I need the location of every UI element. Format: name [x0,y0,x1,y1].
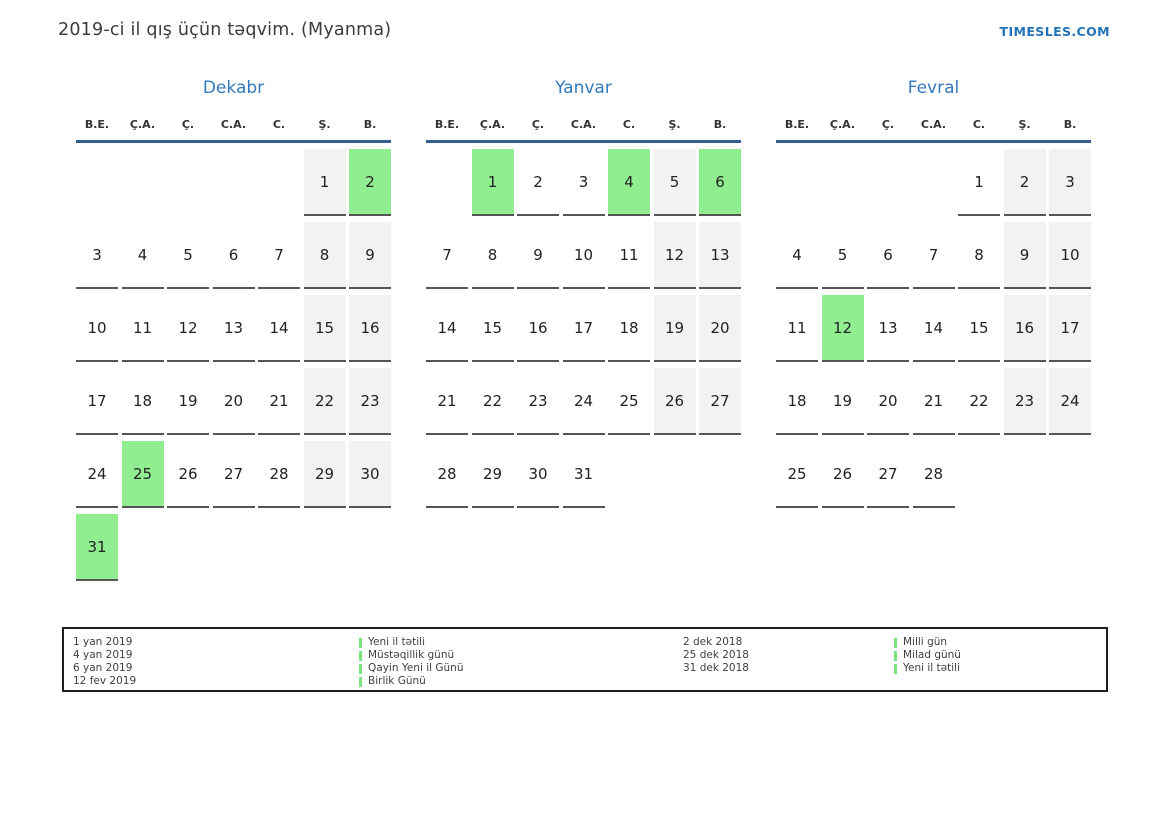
week-row [426,295,741,362]
week-row [426,222,741,289]
day-cell: 18 [608,295,650,362]
week-row [426,149,741,216]
day-cell: 15 [472,295,514,362]
day-cell: 27 [213,441,255,508]
page-title: 2019-ci il qış üçün təqvim. (Myanma) [58,20,392,40]
empty-cell [1049,441,1091,508]
day-name-header: B. [363,118,377,131]
day-cell: 5 [167,222,209,289]
empty-cell [958,441,1000,508]
day-cell: 8 [304,222,346,289]
day-cell: 6 [867,222,909,289]
day-cell: 22 [304,368,346,435]
day-cell: 21 [258,368,300,435]
day-cell: 27 [699,368,741,435]
week-row [76,441,391,508]
day-cell: 5 [654,149,696,216]
empty-cell [213,514,255,581]
day-cell: 12 [822,295,864,362]
day-cell: 20 [699,295,741,362]
empty-cell [776,149,818,216]
day-cell: 29 [304,441,346,508]
day-cell: 3 [76,222,118,289]
day-name-header: C. [972,118,986,131]
empty-cell [258,149,300,216]
day-cell: 28 [258,441,300,508]
legend-date: 1 yan 2019 [73,636,133,648]
day-cell: 9 [517,222,559,289]
legend-date: 12 fev 2019 [73,675,137,687]
weeks-grid [426,149,741,508]
day-cell: 21 [426,368,468,435]
holiday-marker-bar [894,651,897,661]
brand-link[interactable]: TIMESLES.COM [999,24,1110,39]
day-cell: 28 [913,441,955,508]
day-cell: 30 [517,441,559,508]
day-cell: 23 [517,368,559,435]
day-cell: 29 [472,441,514,508]
day-cell: 19 [822,368,864,435]
day-name-header: C.A. [220,118,247,131]
day-names-row [426,118,741,143]
legend-date: 2 dek 2018 [683,636,743,648]
day-name-header: Ç.A. [829,118,856,131]
week-row [776,222,1091,289]
day-cell: 27 [867,441,909,508]
day-cell: 13 [213,295,255,362]
weeks-grid [76,149,391,581]
week-row [76,514,391,581]
day-cell: 28 [426,441,468,508]
empty-cell [426,149,468,216]
day-cell: 7 [913,222,955,289]
legend-holiday-item [894,662,961,675]
week-row [76,368,391,435]
legend-holiday-item [359,649,463,662]
empty-cell [167,514,209,581]
day-cell: 26 [167,441,209,508]
day-name-header: Ş. [318,118,331,131]
day-cell: 23 [1004,368,1046,435]
holiday-marker-bar [359,651,362,661]
empty-cell [867,149,909,216]
day-cell: 3 [1049,149,1091,216]
day-cell: 17 [563,295,605,362]
legend-date: 6 yan 2019 [73,662,133,674]
legend-holiday-item [894,636,961,649]
holiday-marker-bar [894,638,897,648]
empty-cell [349,514,391,581]
legend-holiday-name: Birlik Günü [368,675,426,687]
day-cell: 22 [958,368,1000,435]
legend-holiday-item [359,636,463,649]
legend-holiday-item [359,675,463,688]
day-name-header: B.E. [784,118,810,131]
empty-cell [913,149,955,216]
month-fevral [776,78,1091,514]
legend-holiday-item [894,649,961,662]
empty-cell [213,149,255,216]
day-cell: 22 [472,368,514,435]
day-cell: 4 [776,222,818,289]
day-cell: 1 [958,149,1000,216]
day-name-header: B. [713,118,727,131]
week-row [426,441,741,508]
day-name-header: Ç. [881,118,895,131]
holiday-marker-bar [359,638,362,648]
day-cell: 2 [517,149,559,216]
day-cell: 19 [654,295,696,362]
day-names-row [776,118,1091,143]
empty-cell [608,441,650,508]
day-name-header: C. [622,118,636,131]
legend-holiday-name: Yeni il tətili [903,662,961,674]
day-cell: 10 [1049,222,1091,289]
day-cell: 4 [608,149,650,216]
day-cell: 15 [958,295,1000,362]
holiday-marker-bar [359,664,362,674]
legend-holiday-name: Qayin Yeni il Günü [368,662,464,674]
legend-holiday-name: Milad günü [903,649,961,661]
empty-cell [654,441,696,508]
day-cell: 19 [167,368,209,435]
day-cell: 2 [1004,149,1046,216]
day-cell: 16 [517,295,559,362]
day-cell: 4 [122,222,164,289]
day-cell: 8 [958,222,1000,289]
day-name-header: Ş. [1018,118,1031,131]
day-cell: 8 [472,222,514,289]
day-cell: 17 [1049,295,1091,362]
empty-cell [258,514,300,581]
day-cell: 13 [699,222,741,289]
day-name-header: C. [272,118,286,131]
day-cell: 10 [76,295,118,362]
day-cell: 11 [776,295,818,362]
empty-cell [1004,441,1046,508]
month-title: Yanvar [555,78,612,98]
day-name-header: C.A. [920,118,947,131]
day-cell: 13 [867,295,909,362]
day-cell: 14 [913,295,955,362]
day-cell: 6 [699,149,741,216]
day-cell: 25 [122,441,164,508]
month-title: Fevral [907,78,960,98]
legend-holidays-column [359,636,463,688]
day-cell: 14 [258,295,300,362]
day-cell: 9 [349,222,391,289]
day-cell: 25 [608,368,650,435]
day-cell: 24 [563,368,605,435]
day-cell: 12 [654,222,696,289]
day-cell: 3 [563,149,605,216]
day-cell: 1 [472,149,514,216]
legend-box [62,627,1108,692]
legend-dates-column [683,636,749,675]
legend-date: 31 dek 2018 [683,662,749,674]
legend-date: 4 yan 2019 [73,649,133,661]
day-cell: 21 [913,368,955,435]
day-cell: 16 [349,295,391,362]
day-cell: 30 [349,441,391,508]
day-cell: 25 [776,441,818,508]
day-name-header: B.E. [84,118,110,131]
day-name-header: B. [1063,118,1077,131]
month-dekabr [76,78,391,587]
day-cell: 26 [822,441,864,508]
legend-date: 25 dek 2018 [683,649,749,661]
week-row [776,441,1091,508]
day-cell: 7 [258,222,300,289]
weeks-grid [776,149,1091,508]
week-row [426,368,741,435]
day-name-header: Ç.A. [129,118,156,131]
legend-holidays-column [894,636,961,675]
day-names-row [76,118,391,143]
empty-cell [304,514,346,581]
day-cell: 6 [213,222,255,289]
day-cell: 26 [654,368,696,435]
day-cell: 5 [822,222,864,289]
day-cell: 18 [776,368,818,435]
day-cell: 20 [867,368,909,435]
day-name-header: C.A. [570,118,597,131]
empty-cell [122,514,164,581]
week-row [776,368,1091,435]
month-title: Dekabr [202,78,265,98]
day-cell: 10 [563,222,605,289]
day-cell: 23 [349,368,391,435]
day-cell: 16 [1004,295,1046,362]
day-cell: 9 [1004,222,1046,289]
holiday-marker-bar [894,664,897,674]
week-row [776,295,1091,362]
day-cell: 31 [76,514,118,581]
empty-cell [76,149,118,216]
day-cell: 15 [304,295,346,362]
day-cell: 7 [426,222,468,289]
legend-holiday-name: Müstəqillik günü [368,649,455,661]
empty-cell [122,149,164,216]
empty-cell [167,149,209,216]
day-cell: 18 [122,368,164,435]
week-row [76,295,391,362]
day-name-header: Ş. [668,118,681,131]
day-name-header: Ç. [531,118,545,131]
legend-dates-column [73,636,136,688]
day-name-header: Ç. [181,118,195,131]
week-row [76,149,391,216]
empty-cell [822,149,864,216]
legend-holiday-item [359,662,463,675]
day-name-header: Ç.A. [479,118,506,131]
day-name-header: B.E. [434,118,460,131]
day-cell: 11 [122,295,164,362]
day-cell: 14 [426,295,468,362]
day-cell: 24 [1049,368,1091,435]
legend-holiday-name: Yeni il tətili [368,636,426,648]
day-cell: 31 [563,441,605,508]
day-cell: 20 [213,368,255,435]
month-yanvar [426,78,741,514]
week-row [776,149,1091,216]
day-cell: 2 [349,149,391,216]
legend-holiday-name: Milli gün [903,636,948,648]
day-cell: 12 [167,295,209,362]
week-row [76,222,391,289]
holiday-marker-bar [359,677,362,687]
day-cell: 1 [304,149,346,216]
day-cell: 24 [76,441,118,508]
day-cell: 11 [608,222,650,289]
empty-cell [699,441,741,508]
day-cell: 17 [76,368,118,435]
